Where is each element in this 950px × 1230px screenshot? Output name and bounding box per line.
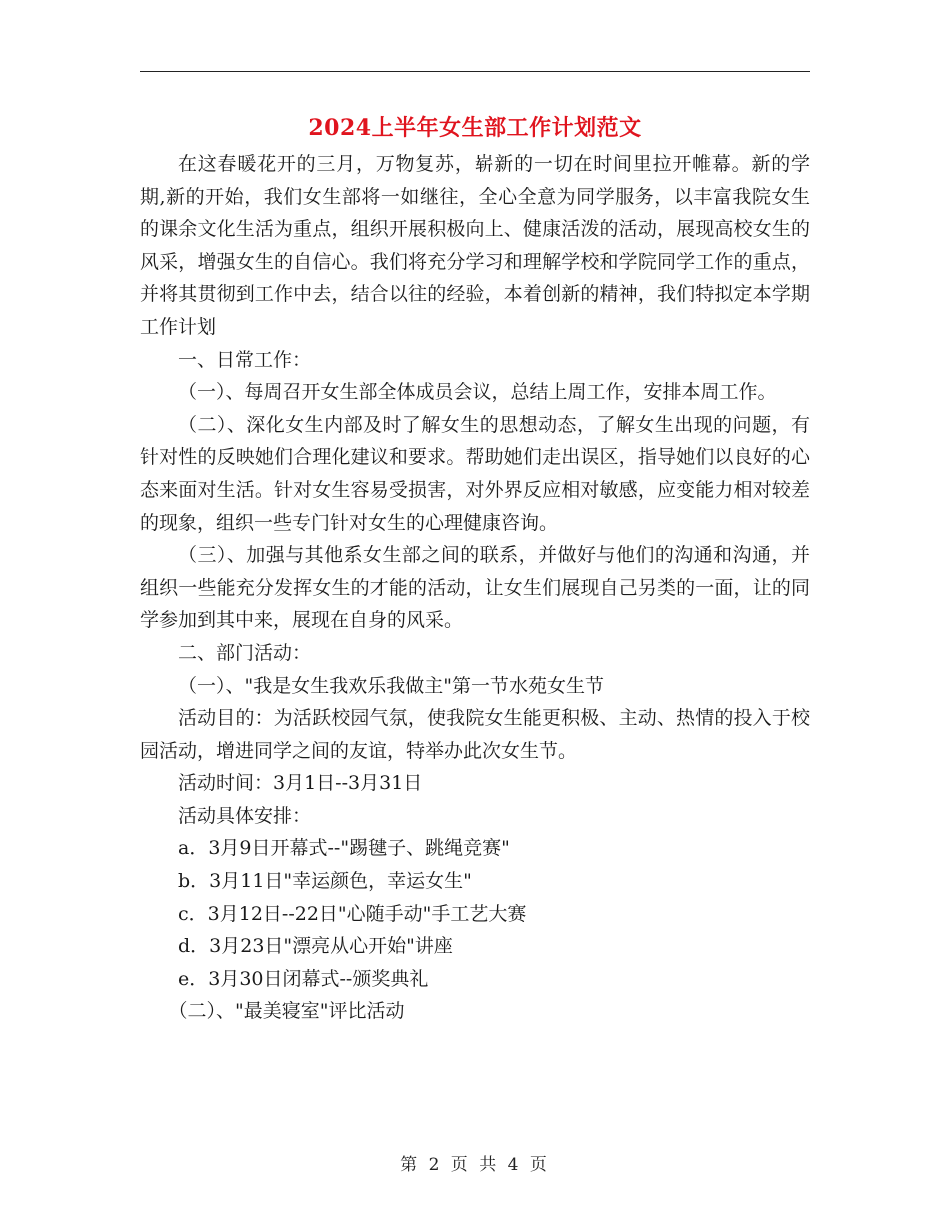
activity-purpose: 活动目的：为活跃校园气氛，使我院女生能更积极、主动、热情的投入于校园活动，增进同学之间的友谊，特举办此次女生节。 [140, 707, 810, 762]
activity-schedule-heading: 活动具体安排： [178, 804, 312, 827]
schedule-item-c: c．3月12日--22日"心随手动"手工艺大赛 [178, 902, 527, 925]
heading-department-activities: 二、部门活动： [178, 641, 312, 664]
heading-daily-work: 一、日常工作： [178, 348, 312, 371]
activity-title-2: （二）、"最美寝室"评比活动 [168, 1000, 405, 1023]
paragraph-intro: 在这春暖花开的三月，万物复苏，崭新的一切在时间里拉开帷幕。新的学期,新的开始，我们女生部将一如继往，全心全意为同学服务，以丰富我院女生的课余文化生活为重点，组织开展积极向上、健康活泼的活动，展现高校女生的风采，增强女生的自信心。我们将充分学习和理解学校和学院同学工作的重点，并将其贯彻到工作中去，结合以往的经验，本着创新的精神，我们特拟定本学期工作计划 [140, 153, 810, 338]
paragraph-item-3: （三）、加强与其他系女生部之间的联系，并做好与他们的沟通和沟通，并组织一些能充分发挥女生的才能的活动，让女生们展现自己另类的一面，让的同学参加到其中来，展现在自身的风采。 [140, 544, 810, 632]
activity-title-1: （一）、"我是女生我欢乐我做主"第一节水苑女生节 [178, 674, 604, 697]
document-body [140, 148, 810, 1028]
paragraph-item-1: （一）、每周召开女生部全体成员会议，总结上周工作，安排本周工作。 [178, 381, 777, 404]
paragraph-item-2: （二）、深化女生内部及时了解女生的思想动态，了解女生出现的问题，有针对性的反映她们合理化建议和要求。帮助她们走出误区，指导她们以良好的心态来面对生活。针对女生容易受损害，对外界反应相对敏感，应变能力相对较差的现象，组织一些专门针对女生的心理健康咨询。 [140, 413, 810, 534]
header-rule [140, 71, 810, 72]
schedule-item-b: b．3月11日"幸运颜色，幸运女生" [178, 870, 472, 893]
schedule-item-e: e．3月30日闭幕式--颁奖典礼 [178, 967, 429, 990]
page-footer: 第 2 页 共 4 页 [400, 1155, 550, 1175]
document-title: 2024上半年女生部工作计划范文 [308, 115, 642, 141]
schedule-item-a: a．3月9日开幕式--"踢毽子、跳绳竞赛" [178, 837, 510, 860]
schedule-item-d: d．3月23日"漂亮从心开始"讲座 [178, 935, 453, 958]
activity-time: 活动时间：3月1日--3月31日 [178, 772, 423, 795]
